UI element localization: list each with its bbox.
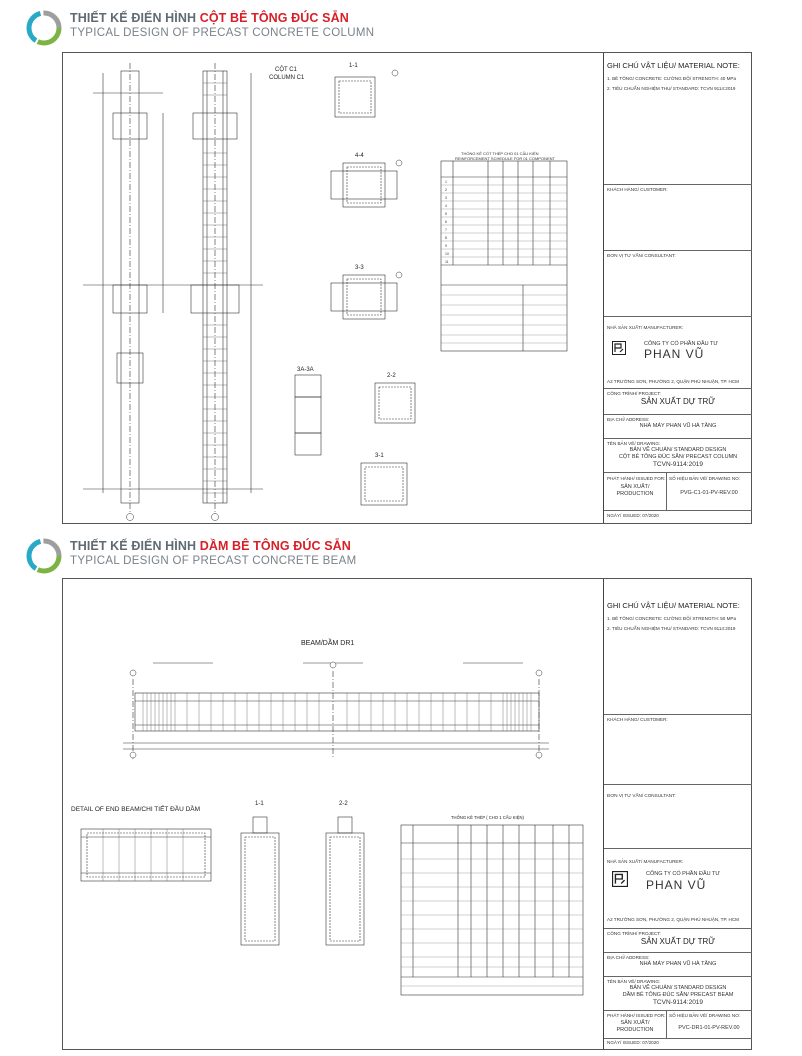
issue-cell bbox=[604, 473, 752, 511]
drawing-no: PVG-C1-01-PV-REV.00 bbox=[680, 490, 738, 496]
page-title bbox=[70, 539, 351, 553]
company-name: PHAN VŨ bbox=[644, 347, 705, 361]
drawing-label: TÊN BẢN VẼ/ DRAWING: bbox=[607, 441, 661, 446]
date-cell bbox=[604, 511, 752, 523]
column-drawing bbox=[63, 53, 603, 523]
company-logo-icon bbox=[26, 538, 62, 574]
site-name: NHÀ MÁY PHAN VŨ HÀ TĂNG bbox=[639, 961, 717, 967]
schedule-row-label: 9 bbox=[445, 244, 447, 248]
section-3-1-label: 3-1 bbox=[375, 453, 384, 459]
detail-title: DETAIL OF END BEAM/CHI TIẾT ĐẦU DẦM bbox=[71, 806, 201, 813]
view-title-1: CỘT C1 bbox=[275, 67, 297, 73]
company-address: A2 TRƯỜNG SƠN, PHƯỜNG 2, QUẬN PHÚ NHUẬN, TP. HCM bbox=[607, 917, 739, 922]
schedule-row-label: 7 bbox=[445, 228, 447, 232]
material-note bbox=[604, 579, 752, 715]
material-note-2: 2. TIÊU CHUẨN NGHIỆM THU/ STANDARD: TCVN 9114:2019 bbox=[607, 626, 736, 631]
page-subtitle: TYPICAL DESIGN OF PRECAST CONCRETE BEAM bbox=[70, 555, 357, 567]
title-prefix: THIẾT KẾ ĐIỂN HÌNH bbox=[70, 11, 197, 25]
drawing-line-3: TCVN-9114:2019 bbox=[652, 999, 704, 1006]
customer-cell bbox=[604, 715, 752, 785]
company-address: A2 TRƯỜNG SƠN, PHƯỜNG 2, QUẬN PHÚ NHUẬN, TP. HCM bbox=[607, 379, 739, 384]
issue-cell bbox=[604, 1011, 752, 1039]
issue-date: NGÀY/ ISSUED: 07/2020 bbox=[607, 513, 659, 518]
beam-drawing bbox=[63, 579, 603, 1049]
material-note-2: 2. TIÊU CHUẨN NGHIỆM THU/ STANDARD: TCVN 9114:2019 bbox=[607, 86, 736, 91]
manufacturer-cell bbox=[604, 317, 752, 389]
material-note-1: 1. BÊ TÔNG/ CONCRETE: CƯỜNG ĐỘ/ STRENGTH: 50 MPa bbox=[607, 616, 737, 621]
project-label: CÔNG TRÌNH/ PROJECT: bbox=[607, 391, 661, 396]
issued-value-2: PRODUCTION bbox=[616, 1027, 654, 1033]
issue-date: NGÀY/ ISSUED: 07/2020 bbox=[607, 1040, 659, 1045]
issued-label: PHÁT HÀNH/ ISSUED FOR: bbox=[607, 476, 666, 481]
schedule-row-label: 5 bbox=[445, 212, 447, 216]
schedule-row-label: 3 bbox=[445, 196, 447, 200]
site-name: NHÀ MÁY PHAN VŨ HÀ TĂNG bbox=[639, 423, 717, 429]
manufacturer-logo-icon bbox=[612, 871, 628, 887]
consultant-cell bbox=[604, 251, 752, 317]
column-header bbox=[26, 10, 786, 54]
beam-title: BEAM/DẦM DR1 bbox=[301, 640, 355, 647]
material-note-title: GHI CHÚ VẬT LIỆU/ MATERIAL NOTE: bbox=[607, 601, 740, 610]
view-title-2: COLUMN C1 bbox=[269, 75, 305, 81]
drawing-line-1: BẢN VẼ CHUẨN/ STANDARD DESIGN bbox=[629, 447, 727, 453]
schedule-row-label: 2 bbox=[445, 188, 447, 192]
drawing-name-cell bbox=[604, 439, 752, 473]
section-3-3-label: 3-3 bbox=[355, 265, 364, 271]
material-note bbox=[604, 53, 752, 185]
site-cell bbox=[604, 953, 752, 977]
schedule-row-label: 4 bbox=[445, 204, 447, 208]
consultant-label: ĐƠN VỊ TƯ VẤN/ CONSULTANT: bbox=[607, 793, 676, 798]
site-label: ĐỊA CHỈ/ ADDRESS: bbox=[607, 955, 650, 960]
manufacturer-cell bbox=[604, 849, 752, 929]
schedule-title: THỐNG KÊ THÉP ( CHO 1 CẤU KIỆN) bbox=[451, 815, 524, 820]
issued-value-1: SẢN XUẤT/ bbox=[620, 484, 650, 490]
customer-cell bbox=[604, 185, 752, 251]
section-1-1-label: 1-1 bbox=[255, 801, 264, 807]
drawing-label: TÊN BẢN VẼ/ DRAWING: bbox=[607, 979, 661, 984]
section-2-2-label: 2-2 bbox=[387, 373, 396, 379]
consultant-label: ĐƠN VỊ TƯ VẤN/ CONSULTANT: bbox=[607, 253, 676, 258]
customer-label: KHÁCH HÀNG/ CUSTOMER: bbox=[607, 187, 668, 192]
site-label: ĐỊA CHỈ/ ADDRESS: bbox=[607, 417, 650, 422]
page-title bbox=[70, 11, 349, 25]
schedule-row-label: 11 bbox=[445, 260, 449, 264]
title-prefix: THIẾT KẾ ĐIỂN HÌNH bbox=[70, 539, 197, 553]
schedule-subtitle: REINFORCEMENT SCHEDULE FOR 01 COMPONENT bbox=[455, 156, 555, 161]
company-logo-icon bbox=[26, 10, 62, 46]
schedule-title: THỐNG KÊ CỐT THÉP CHO 01 CẤU KIỆN bbox=[461, 151, 539, 156]
schedule-row-label: 6 bbox=[445, 220, 447, 224]
manufacturer-label: NHÀ SẢN XUẤT/ MANUFACTURER: bbox=[607, 859, 684, 864]
project-cell bbox=[604, 929, 752, 953]
issued-value-2: PRODUCTION bbox=[616, 491, 654, 497]
drawing-line-2: DẦM BÊ TÔNG ĐÚC SẴN/ PRECAST BEAM bbox=[622, 992, 734, 998]
project-name: SẢN XUẤT DỰ TRỮ bbox=[640, 937, 716, 946]
date-cell bbox=[604, 1039, 752, 1049]
beam-title-block bbox=[603, 579, 752, 1049]
drawing-no: PVC-DR1-01-PV-REV.00 bbox=[678, 1025, 740, 1031]
schedule-row-label: 10 bbox=[445, 252, 449, 256]
drawing-no-label: SỐ HIỆU BẢN VẼ/ DRAWING NO: bbox=[669, 476, 741, 481]
schedule-row-label: 8 bbox=[445, 236, 447, 240]
beam-drawing-sheet bbox=[62, 578, 752, 1050]
schedule-row-label: 1 bbox=[445, 180, 447, 184]
drawing-line-2: CỘT BÊ TÔNG ĐÚC SẴN/ PRECAST COLUMN bbox=[618, 454, 738, 460]
project-label: CÔNG TRÌNH/ PROJECT: bbox=[607, 931, 661, 936]
material-note-title: GHI CHÚ VẬT LIỆU/ MATERIAL NOTE: bbox=[607, 61, 740, 70]
section-3a-label: 3A-3A bbox=[297, 367, 314, 373]
manufacturer-label: NHÀ SẢN XUẤT/ MANUFACTURER: bbox=[607, 325, 684, 330]
drawing-line-1: BẢN VẼ CHUẨN/ STANDARD DESIGN bbox=[629, 985, 727, 991]
site-cell bbox=[604, 415, 752, 439]
company-line: CÔNG TY CỔ PHẦN ĐẦU TƯ bbox=[646, 871, 721, 877]
drawing-no-label: SỐ HIỆU BẢN VẼ/ DRAWING NO: bbox=[669, 1013, 741, 1018]
customer-label: KHÁCH HÀNG/ CUSTOMER: bbox=[607, 717, 668, 722]
beam-header bbox=[26, 538, 786, 582]
title-highlight: DẦM BÊ TÔNG ĐÚC SẴN bbox=[199, 539, 351, 553]
section-1-1-label: 1-1 bbox=[349, 63, 358, 69]
company-name: PHAN VŨ bbox=[646, 878, 707, 892]
column-title-block bbox=[603, 53, 752, 523]
project-cell bbox=[604, 389, 752, 415]
page-subtitle: TYPICAL DESIGN OF PRECAST CONCRETE COLUMN bbox=[70, 27, 375, 39]
section-2-2-label: 2-2 bbox=[339, 801, 348, 807]
column-drawing-area bbox=[63, 53, 603, 523]
material-note-1: 1. BÊ TÔNG/ CONCRETE: CƯỜNG ĐỘ/ STRENGTH: 40 MPa bbox=[607, 76, 737, 81]
issued-value-1: SẢN XUẤT/ bbox=[620, 1020, 650, 1026]
drawing-name-cell bbox=[604, 977, 752, 1011]
beam-drawing-area bbox=[63, 579, 603, 1049]
drawing-line-3: TCVN-9114:2019 bbox=[652, 461, 704, 468]
issued-label: PHÁT HÀNH/ ISSUED FOR: bbox=[607, 1013, 666, 1018]
company-line: CÔNG TY CỔ PHẦN ĐẦU TƯ bbox=[644, 341, 719, 347]
manufacturer-logo-icon bbox=[612, 341, 626, 355]
column-drawing-sheet bbox=[62, 52, 752, 524]
consultant-cell bbox=[604, 785, 752, 849]
project-name: SẢN XUẤT DỰ TRỮ bbox=[640, 397, 716, 406]
title-highlight: CỘT BÊ TÔNG ĐÚC SẴN bbox=[199, 11, 349, 25]
section-4-4-label: 4-4 bbox=[355, 153, 364, 159]
